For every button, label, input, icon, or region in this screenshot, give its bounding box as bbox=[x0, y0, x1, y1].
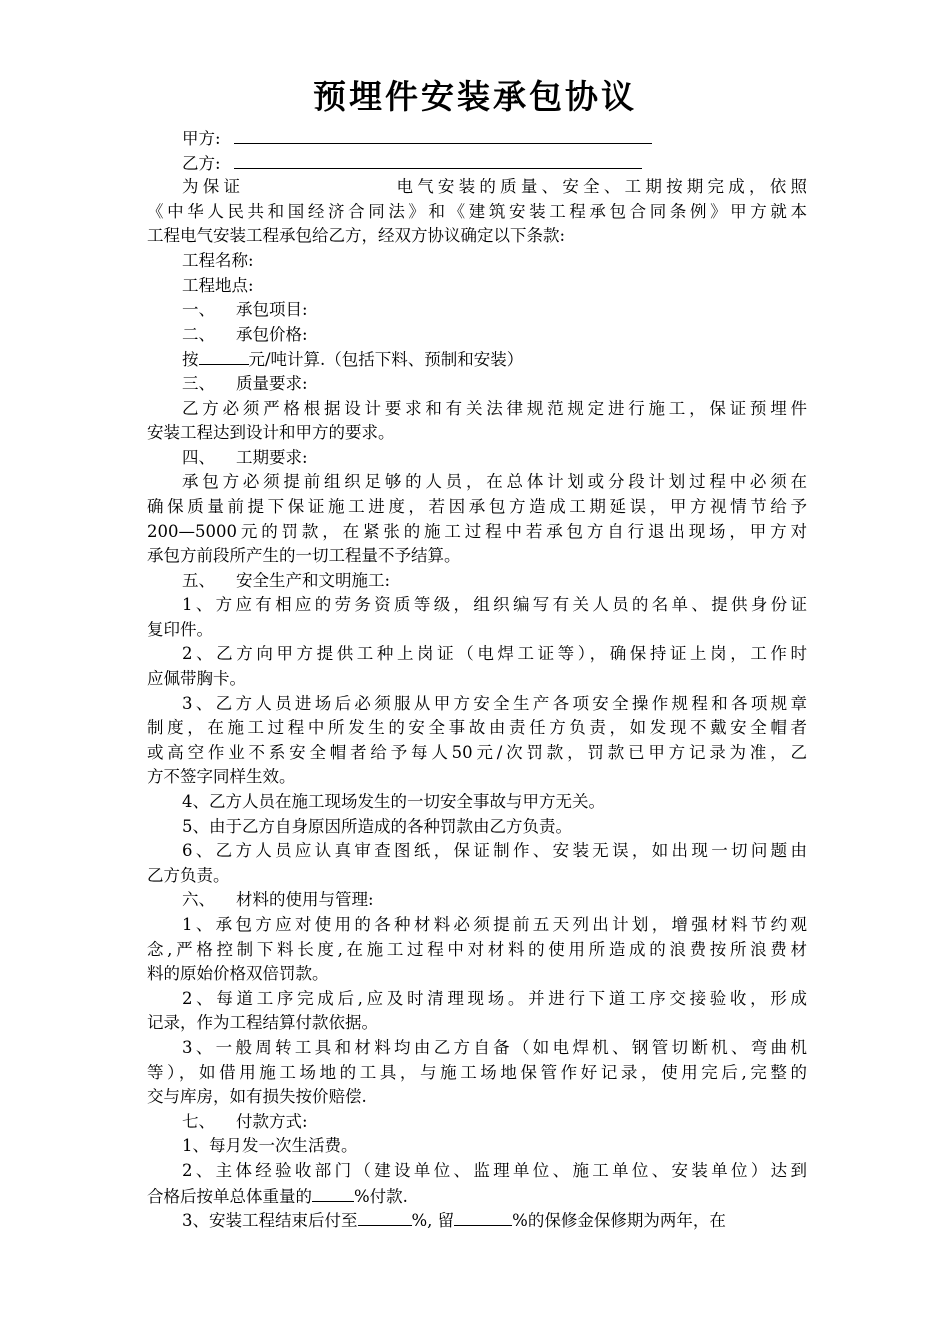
section-6-item-3a: 3、一般周转工具和材料均由乙方自备（如电焊机、钢管切断机、弯曲机 bbox=[182, 1037, 807, 1057]
section-5-item-3c: 或高空作业不系安全帽者给予每人50元/次罚款，罚款已甲方记录为准，乙 bbox=[147, 742, 807, 762]
section-4-text-4: 承包方前段所产生的一切工程量不予结算。 bbox=[147, 546, 461, 566]
party-b-line bbox=[147, 151, 807, 176]
section-3-text-2: 安装工程达到设计和甲方的要求。 bbox=[147, 423, 395, 443]
retention-suffix: %的保修金保修期为两年，在 bbox=[512, 1211, 726, 1231]
section-3-text-1: 乙方必须严格根据设计要求和有关法律规范规定进行施工，保证预埋件 bbox=[182, 398, 807, 418]
section-7-item-2b bbox=[147, 1184, 807, 1209]
section-4-text-3: 200—5000元的罚款，在紧张的施工过程中若承包方自行退出现场，甲方对 bbox=[147, 521, 807, 541]
intro-line-1 bbox=[147, 175, 807, 200]
party-a-blank bbox=[234, 126, 652, 144]
section-4-heading: 四、 工期要求: bbox=[182, 447, 308, 467]
price-suffix: 元/吨计算.（包括下料、预制和安装） bbox=[248, 350, 524, 370]
price-blank bbox=[199, 347, 249, 365]
section-6-item-2a: 2、每道工序完成后,应及时清理现场。并进行下道工序交接验收，形成 bbox=[182, 988, 807, 1008]
intro-suffix: 电气安装的质量、安全、工期按期完成，依照 bbox=[392, 177, 807, 197]
party-a-line bbox=[147, 126, 807, 151]
section-5-item-1b: 复印件。 bbox=[147, 619, 213, 639]
final-payment-blank bbox=[358, 1208, 412, 1226]
intro-line-2: 《中华人民共和国经济合同法》和《建筑安装工程承包合同条例》甲方就本 bbox=[147, 201, 807, 221]
section-5-item-6a: 6、乙方人员应认真审查图纸，保证制作、安装无误，如出现一切问题由 bbox=[182, 841, 807, 861]
section-6-item-3b: 等），如借用施工场地的工具，与施工场地保管作好记录，使用完后,完整的 bbox=[147, 1062, 807, 1082]
intro-line-3: 工程电气安装工程承包给乙方，经双方协议确定以下条款: bbox=[147, 226, 566, 246]
section-7-item-1: 1、每月发一次生活费。 bbox=[182, 1136, 358, 1156]
retention-blank bbox=[454, 1208, 512, 1226]
section-6-item-2b: 记录，作为工程结算付款依据。 bbox=[147, 1013, 378, 1033]
price-line bbox=[147, 347, 807, 372]
section-7-item-3 bbox=[147, 1208, 807, 1233]
section-5-item-2a: 2、乙方向甲方提供工种上岗证（电焊工证等），确保持证上岗，工作时 bbox=[182, 644, 807, 664]
section-2-heading: 二、 承包价格: bbox=[182, 324, 308, 344]
section-5-item-6b: 乙方负责。 bbox=[147, 865, 230, 885]
section-5-item-4: 4、乙方人员在施工现场发生的一切安全事故与甲方无关。 bbox=[182, 792, 605, 812]
intro-prefix: 为保证 bbox=[182, 177, 245, 197]
payment-prefix: 合格后按单总体重量的 bbox=[147, 1186, 312, 1206]
party-a-label: 甲方: bbox=[182, 129, 221, 148]
section-3-heading: 三、 质量要求: bbox=[182, 373, 308, 393]
section-5-item-5: 5、由于乙方自身原因所造成的各种罚款由乙方负责。 bbox=[182, 816, 572, 836]
retention-prefix: %, 留 bbox=[411, 1211, 455, 1231]
payment-suffix: %付款. bbox=[354, 1186, 408, 1206]
section-7-item-2a: 2、主体经验收部门（建设单位、监理单位、施工单位、安装单位）达到 bbox=[182, 1160, 807, 1180]
section-5-heading: 五、 安全生产和文明施工: bbox=[182, 570, 391, 590]
project-site: 工程地点: bbox=[182, 275, 254, 295]
section-6-item-1b: 念,严格控制下料长度,在施工过程中对材料的使用所造成的浪费按所浪费材 bbox=[147, 939, 807, 959]
payment-percent-blank bbox=[312, 1184, 354, 1202]
document-body bbox=[147, 126, 807, 1233]
section-6-item-1a: 1、承包方应对使用的各种材料必须提前五天列出计划，增强材料节约观 bbox=[182, 915, 807, 934]
section-1-heading: 一、 承包项目: bbox=[182, 300, 308, 320]
project-name: 工程名称: bbox=[182, 250, 254, 270]
document-title: 预埋件安装承包协议 bbox=[313, 77, 637, 116]
section-4-text-1: 承包方必须提前组织足够的人员，在总体计划或分段计划过程中必须在 bbox=[182, 472, 807, 492]
final-payment-prefix: 3、安装工程结束后付至 bbox=[182, 1211, 358, 1231]
section-6-heading: 六、 材料的使用与管理: bbox=[182, 890, 374, 910]
section-7-heading: 七、 付款方式: bbox=[182, 1111, 308, 1131]
section-5-item-3a: 3、乙方人员进场后必须服从甲方安全生产各项安全操作规程和各项规章 bbox=[182, 693, 807, 713]
party-b-blank bbox=[234, 151, 642, 169]
price-prefix: 按 bbox=[182, 350, 199, 370]
section-5-item-3d: 方不签字同样生效。 bbox=[147, 767, 296, 787]
section-5-item-1a: 1、方应有相应的劳务资质等级，组织编写有关人员的名单、提供身份证 bbox=[182, 595, 807, 615]
section-4-text-2: 确保质量前提下保证施工进度，若因承包方造成工期延误，甲方视情节给予 bbox=[147, 496, 807, 516]
section-6-item-1c: 料的原始价格双倍罚款。 bbox=[147, 964, 329, 984]
section-6-item-3c: 交与库房，如有损失按价赔偿. bbox=[147, 1087, 367, 1107]
section-5-item-2b: 应佩带胸卡。 bbox=[147, 669, 246, 689]
section-5-item-3b: 制度，在施工过程中所发生的安全事故由责任方负责，如发现不戴安全帽者 bbox=[147, 718, 807, 738]
party-b-label: 乙方: bbox=[182, 153, 221, 173]
